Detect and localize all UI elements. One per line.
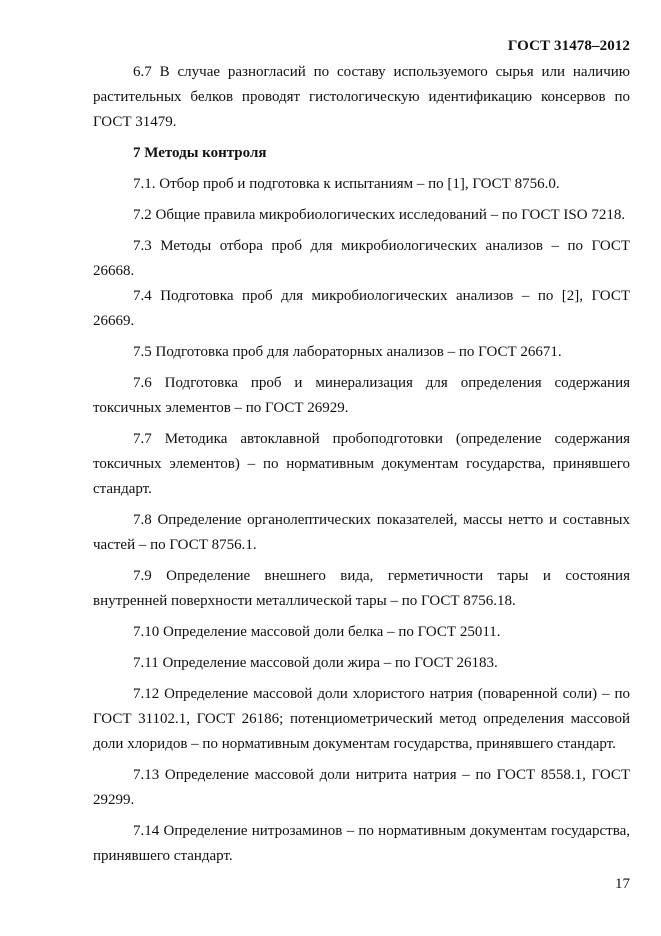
paragraph-7-5: 7.5 Подготовка проб для лабораторных анализов – по ГОСТ 26671. — [133, 344, 562, 360]
paragraph-7-13: 7.13 Определение массовой доли нитрита натрия – по ГОСТ 8558.1, ГОСТ 29299. — [93, 767, 630, 808]
paragraph-7-11: 7.11 Определение массовой доли жира – по ГОСТ 26183. — [133, 655, 498, 671]
paragraph-7-9: 7.9 Определение внешнего вида, герметичности тары и состояния внутренней поверхности металлической тары – по ГОСТ 8756.18. — [93, 568, 630, 609]
paragraph-7-14: 7.14 Определение нитрозаминов – по нормативным документам государства, принявшего стандарт. — [93, 823, 630, 864]
paragraph-7-2: 7.2 Общие правила микробиологических исследований – по ГОСТ ISO 7218. — [133, 207, 626, 223]
paragraph-7-1: 7.1. Отбор проб и подготовка к испытаниям – по [1], ГОСТ 8756.0. — [133, 176, 560, 192]
paragraph-7-3: 7.3 Методы отбора проб для микробиологических анализов – по ГОСТ 26668. — [93, 238, 630, 279]
document-body — [93, 60, 630, 869]
paragraph-7-6: 7.6 Подготовка проб и минерализация для определения содержания токсичных элементов – по ГОСТ 26929. — [93, 375, 630, 416]
paragraph-7-12: 7.12 Определение массовой доли хлористого натрия (поваренной соли) – по ГОСТ 31102.1, ГОСТ 26186; потенциометрический метод определения массовой доли хлоридов – по нормативным документам государства, принявшего стандарт. — [93, 686, 630, 752]
section-heading-7: 7 Методы контроля — [133, 145, 267, 161]
document-number-header: ГОСТ 31478–2012 — [507, 38, 630, 54]
paragraph-7-7: 7.7 Методика автоклавной пробоподготовки (определение содержания токсичных элементов) – по нормативным документам государства, принявшего стандарт. — [93, 431, 630, 497]
paragraph-7-4: 7.4 Подготовка проб для микробиологических анализов – по [2], ГОСТ 26669. — [93, 288, 630, 329]
paragraph-7-10: 7.10 Определение массовой доли белка – по ГОСТ 25011. — [133, 624, 501, 640]
page-number: 17 — [615, 876, 630, 892]
paragraph-6-7: 6.7 В случае разногласий по составу используемого сырья или наличию растительных белков проводят гистологическую идентификацию консервов по ГОСТ 31479. — [93, 64, 630, 130]
paragraph-7-8: 7.8 Определение органолептических показателей, массы нетто и составных частей – по ГОСТ 8756.1. — [93, 512, 630, 553]
